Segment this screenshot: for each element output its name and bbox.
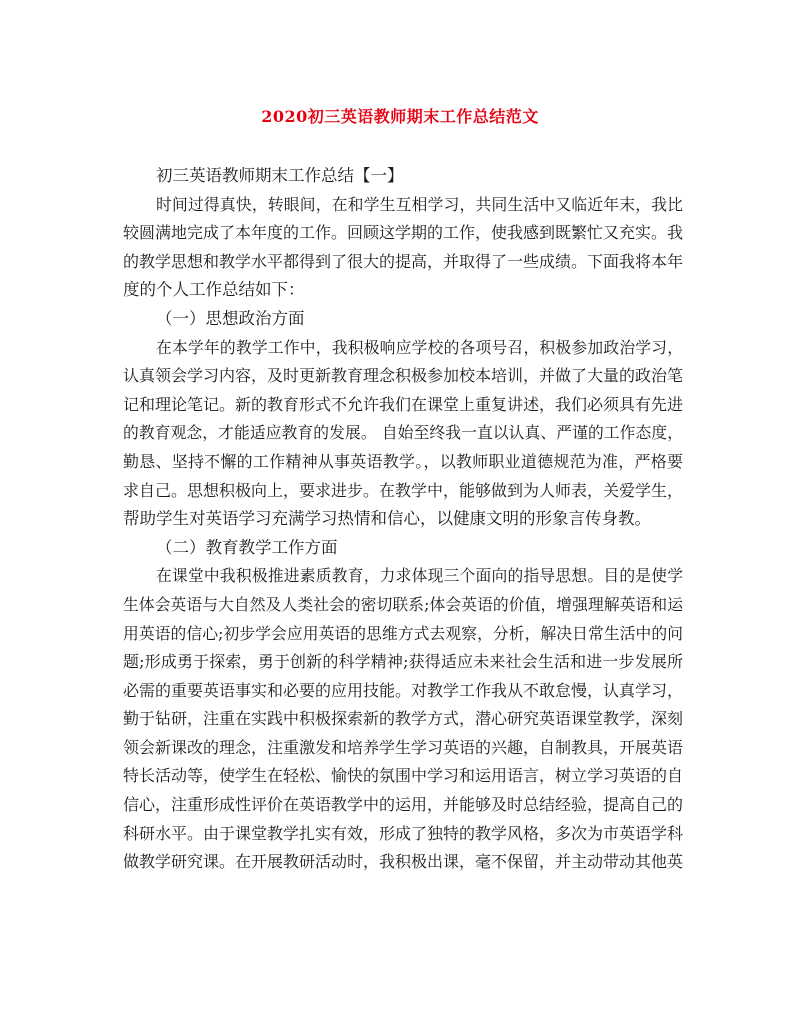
text-line: 领会新课改的理念，注重激发和培养学生学习英语的兴趣，自制教具，开展英语 <box>123 737 684 757</box>
text-line: 在本学年的教学工作中，我积极响应学校的各项号召，积极参加政治学习， <box>156 337 683 357</box>
text-line: 的教学思想和教学水平都得到了很大的提高，并取得了一些成绩。下面我将本年 <box>123 251 684 271</box>
text-line: 时间过得真快，转眼间，在和学生互相学习，共同生活中又临近年末，我比 <box>156 194 683 214</box>
document-body <box>123 162 683 877</box>
text-line: 的教育观念，才能适应教育的发展。 自始至终我一直以认真、严谨的工作态度， <box>123 423 683 443</box>
text-line: 求自己。思想积极向上，要求进步。在教学中，能够做到为人师表，关爱学生， <box>123 480 684 500</box>
text-line: 较圆满地完成了本年度的工作。回顾这学期的工作，使我感到既繁忙又充实。我 <box>123 223 684 243</box>
text-line: 度的个人工作总结如下： <box>123 280 305 300</box>
text-line: 必需的重要英语事实和必要的应用技能。对教学工作我从不敢怠慢，认真学习， <box>123 680 684 700</box>
text-line: 信心，注重形成性评价在英语教学中的运用，并能够及时总结经验，提高自己的 <box>123 795 684 815</box>
text-line: 记和理论笔记。新的教育形式不允许我们在课堂上重复讲述，我们必须具有先进 <box>123 394 684 414</box>
text-line: 认真领会学习内容，及时更新教育理念积极参加校本培训，并做了大量的政治笔 <box>123 366 684 386</box>
text-line: 勤恳、坚持不懈的工作精神从事英语教学。，以教师职业道德规范为准，严格要 <box>123 451 683 471</box>
text-line: 做教学研究课。在开展教研活动时，我积极出课，毫不保留，并主动带动其他英 <box>123 852 684 872</box>
text-line: 生体会英语与大自然及人类社会的密切联系;体会英语的价值，增强理解英语和运 <box>123 594 683 614</box>
section-heading: （一）思想政治方面 <box>156 308 305 328</box>
text-line: 用英语的信心;初步学会应用英语的思维方式去观察，分析，解决日常生活中的问 <box>123 623 683 643</box>
text-line: 在课堂中我积极推进素质教育，力求体现三个面向的指导思想。目的是使学 <box>156 566 683 586</box>
text-line: 勤于钻研，注重在实践中积极探索新的教学方式，潜心研究英语课堂教学，深刻 <box>123 709 684 729</box>
text-line: 题;形成勇于探索，勇于创新的科学精神;获得适应未来社会生活和进一步发展所 <box>123 652 683 672</box>
section-heading: （二）教育教学工作方面 <box>156 537 338 557</box>
text-line: 特长活动等，使学生在轻松、愉快的氛围中学习和运用语言，树立学习英语的自 <box>123 766 684 786</box>
text-line: 科研水平。由于课堂教学扎实有效，形成了独特的教学风格，多次为市英语学科 <box>123 823 684 843</box>
document-title: 2020初三英语教师期末工作总结范文 <box>261 107 539 126</box>
text-line: 帮助学生对英语学习充满学习热情和信心，以健康文明的形象言传身教。 <box>123 509 651 529</box>
section-heading: 初三英语教师期末工作总结【一】 <box>156 166 404 185</box>
